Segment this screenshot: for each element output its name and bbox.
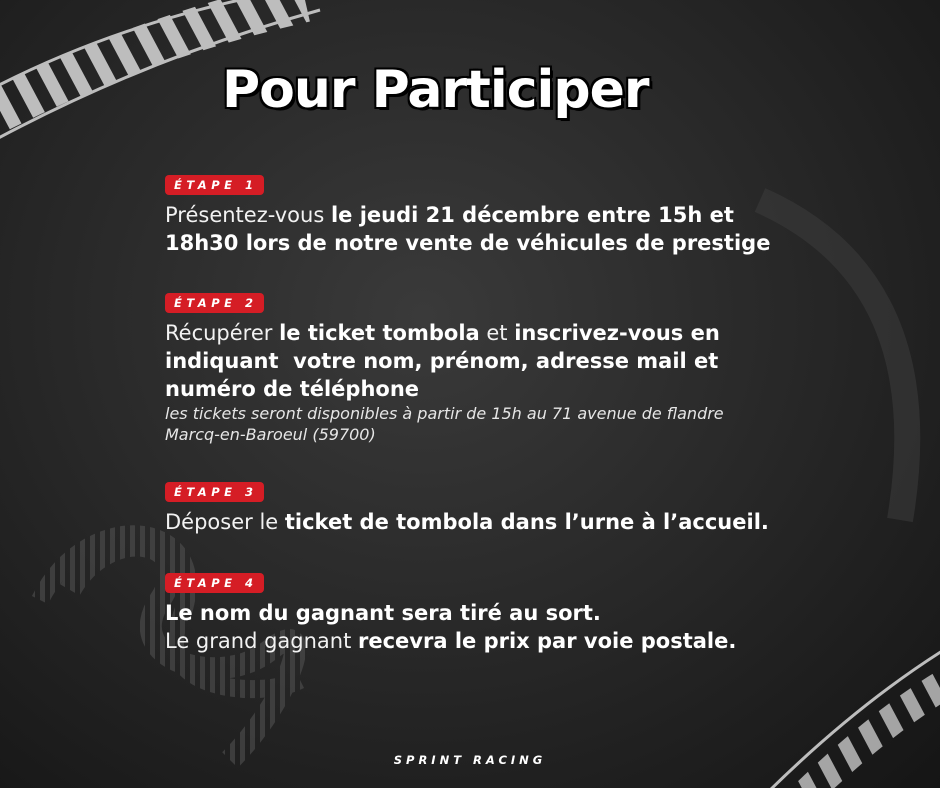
step-4-text-bold: recevra le prix par voie postale. bbox=[358, 629, 737, 653]
step-4-line-1: Le nom du gagnant sera tiré au sort. bbox=[165, 601, 601, 625]
step-3-badge: ÉTAPE 3 bbox=[165, 482, 264, 502]
step-4-text-light: Le grand gagnant bbox=[165, 629, 358, 653]
step-2-text-bold-a: le ticket tombola bbox=[279, 321, 480, 345]
step-1 bbox=[165, 174, 885, 257]
step-2-note-line-2: Marcq-en-Baroeul (59700) bbox=[165, 425, 376, 444]
step-2-badge: ÉTAPE 2 bbox=[165, 293, 264, 313]
step-2-text-bold-b: inscrivez-vous en bbox=[514, 321, 720, 345]
step-1-text-light: Présentez-vous bbox=[165, 203, 331, 227]
step-2-line-2: indiquant votre nom, prénom, adresse mail et bbox=[165, 349, 719, 373]
step-3-text-bold: ticket de tombola dans l’urne à l’accueil. bbox=[284, 510, 769, 534]
step-2-note-line-1: les tickets seront disponibles à partir de 15h au 71 avenue de flandre bbox=[165, 404, 724, 423]
step-4-badge: ÉTAPE 4 bbox=[165, 573, 264, 593]
step-2 bbox=[165, 292, 885, 445]
step-2-line-3: numéro de téléphone bbox=[165, 377, 420, 401]
step-1-badge: ÉTAPE 1 bbox=[165, 175, 264, 195]
step-3-line-1 bbox=[165, 508, 885, 536]
step-3 bbox=[165, 481, 885, 536]
step-2-text-light-b: et bbox=[479, 321, 515, 345]
step-1-line-1 bbox=[165, 201, 885, 229]
step-1-line-2: 18h30 lors de notre vente de véhicules de prestige bbox=[165, 231, 771, 255]
page-title: Pour Participer bbox=[222, 60, 649, 120]
brand-footer: SPRINT RACING bbox=[393, 753, 547, 767]
step-4-line-2 bbox=[165, 627, 885, 655]
step-2-line-1 bbox=[165, 319, 885, 347]
step-3-text-light: Déposer le bbox=[165, 510, 285, 534]
step-4 bbox=[165, 572, 885, 655]
step-1-text-bold: le jeudi 21 décembre entre 15h et bbox=[330, 203, 734, 227]
step-2-text-light-a: Récupérer bbox=[165, 321, 280, 345]
